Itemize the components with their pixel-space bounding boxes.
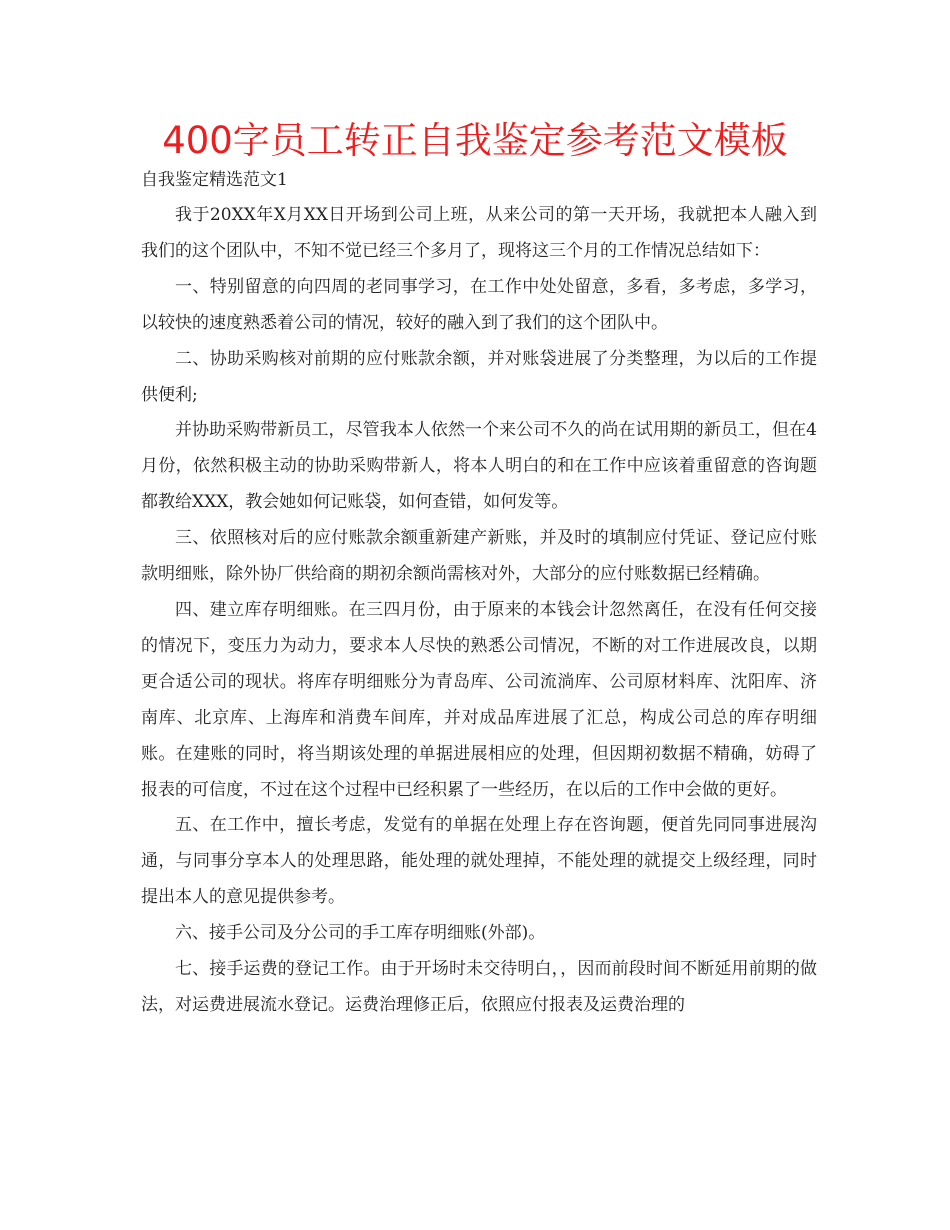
paragraph: 并协助采购带新员工，尽管我本人依然一个来公司不久的尚在试用期的新员工，但在4月份，依然积极主动的协助采购带新人，将本人明白的和在工作中应该着重留意的咨询题都教给XXX，教会她如何记账袋，如何查错，如何发等。: [141, 420, 817, 513]
paragraph: 一、特别留意的向四周的老同事学习，在工作中处处留意，多看，多考虑，多学习，以较快的速度熟悉着公司的情况，较好的融入到了我们的这个团队中。: [141, 276, 817, 333]
paragraph: 七、接手运费的登记工作。由于开场时未交待明白，，因而前段时间不断延用前期的做法，对运费进展流水登记。运费治理修正后，依照应付报表及运费治理的: [141, 959, 817, 1015]
paragraph: 四、建立库存明细账。在三四月份，由于原来的本钱会计忽然离任，在没有任何交接的情况下，变压力为动力，要求本人尽快的熟悉公司情况，不断的对工作进展改良，以期更合适公司的现状。将库存明细账分为青岛库、公司流淌库、公司原材料库、沈阳库、济南库、北京库、上海库和消费车间库，并对成品库进展了汇总，构成公司总的库存明细账。在建账的同时，将当期该处理的单据进展相应的处理，但因期初数据不精确，妨碍了报表的可信度，不过在这个过程中已经积累了一些经历，在以后的工作中会做的更好。: [141, 599, 817, 800]
document-body: [141, 198, 817, 1024]
paragraph: 我于20XX年X月XX日开场到公司上班，从来公司的第一天开场，我就把本人融入到我们的这个团队中，不知不觉已经三个多月了，现将这三个月的工作情况总结如下：: [141, 205, 817, 261]
paragraph: 三、依照核对后的应付账款余额重新建产新账，并及时的填制应付凭证、登记应付账款明细账，除外协厂供给商的期初余额尚需核对外，大部分的应付账数据已经精确。: [141, 528, 817, 585]
paragraph: 五、在工作中，擅长考虑，发觉有的单据在处理上存在咨询题，便首先同同事进展沟通，与同事分享本人的处理思路，能处理的就处理掉，不能处理的就提交上级经理，同时提出本人的意见提供参考。: [141, 815, 817, 908]
document-subtitle: 自我鉴定精选范文1: [141, 170, 288, 190]
paragraph: 二、协助采购核对前期的应付账款余额，并对账袋进展了分类整理，为以后的工作提供便利;: [141, 348, 817, 405]
document-title: 400字员工转正自我鉴定参考范文模板: [162, 119, 788, 162]
paragraph: 六、接手公司及分公司的手工库存明细账(外部)。: [175, 923, 546, 944]
